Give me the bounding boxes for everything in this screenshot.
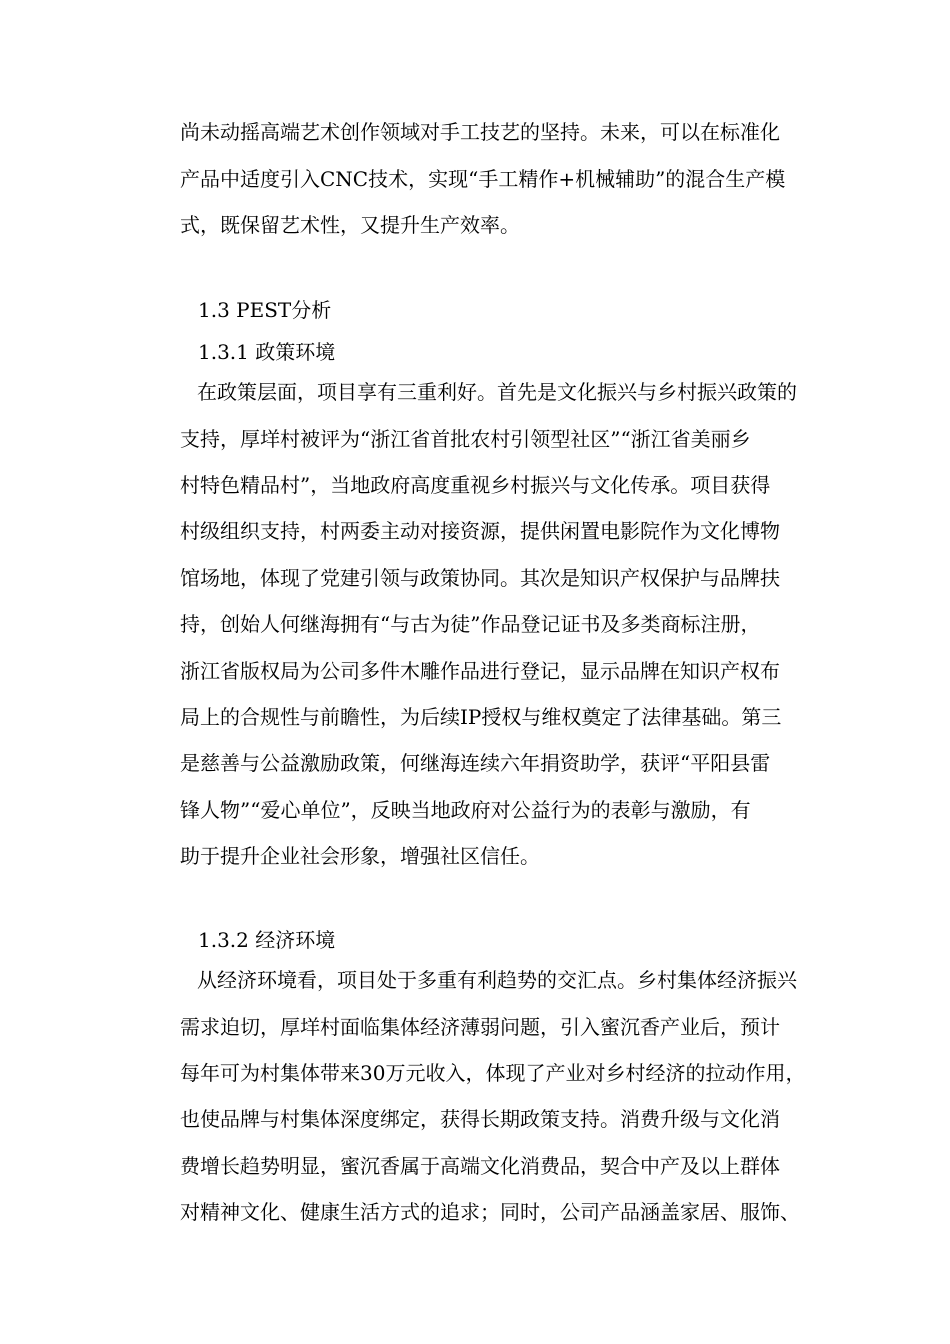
economic-paragraph-line: 也使品牌与村集体深度绑定，获得长期政策支持。消费升级与文化消 <box>180 1107 780 1131</box>
intro-line: 式，既保留艺术性，又提升生产效率。 <box>180 213 520 237</box>
economic-paragraph-line: 费增长趋势明显，蜜沉香属于高端文化消费品，契合中产及以上群体 <box>180 1154 780 1178</box>
policy-paragraph-line: 支持，厚垟村被评为“浙江省首批农村引领型社区”“浙江省美丽乡 <box>180 427 751 451</box>
section-heading: 1.3 PEST分析 <box>198 298 332 322</box>
intro-line: 尚未动摇高端艺术创作领域对手工技艺的坚持。未来，可以在标准化 <box>180 120 780 144</box>
policy-paragraph-line: 浙江省版权局为公司多件木雕作品进行登记，显示品牌在知识产权布 <box>180 659 780 683</box>
policy-paragraph-line: 助于提升企业社会形象，增强社区信任。 <box>180 844 540 868</box>
subsection-heading-economic: 1.3.2 经济环境 <box>198 928 336 952</box>
economic-paragraph-line: 需求迫切，厚垟村面临集体经济薄弱问题，引入蜜沉香产业后，预计 <box>180 1015 780 1039</box>
economic-paragraph-line: 从经济环境看，项目处于多重有利趋势的交汇点。乡村集体经济振兴 <box>197 968 797 992</box>
policy-paragraph-line: 锋人物”“爱心单位”，反映当地政府对公益行为的表彰与激励，有 <box>180 798 751 822</box>
intro-line: 产品中适度引入CNC技术，实现“手工精作+机械辅助”的混合生产模 <box>180 167 786 191</box>
policy-paragraph-line: 馆场地，体现了党建引领与政策协同。其次是知识产权保护与品牌扶 <box>180 566 780 590</box>
economic-paragraph-line: 每年可为村集体带来30万元收入，体现了产业对乡村经济的拉动作用， <box>180 1061 806 1085</box>
economic-paragraph-line: 对精神文化、健康生活方式的追求；同时，公司产品涵盖家居、服饰、 <box>180 1200 800 1224</box>
policy-paragraph-line: 在政策层面，项目享有三重利好。首先是文化振兴与乡村振兴政策的 <box>197 380 797 404</box>
policy-paragraph-line: 持，创始人何继海拥有“与古为徒”作品登记证书及多类商标注册， <box>180 612 761 636</box>
policy-paragraph-line: 局上的合规性与前瞻性，为后续IP授权与维权奠定了法律基础。第三 <box>180 705 782 729</box>
subsection-heading-policy: 1.3.1 政策环境 <box>198 340 336 364</box>
policy-paragraph-line: 村级组织支持，村两委主动对接资源，提供闲置电影院作为文化博物 <box>180 519 780 543</box>
policy-paragraph-line: 村特色精品村”，当地政府高度重视乡村振兴与文化传承。项目获得 <box>180 473 771 497</box>
policy-paragraph-line: 是慈善与公益激励政策，何继海连续六年捐资助学，获评“平阳县雷 <box>180 751 771 775</box>
